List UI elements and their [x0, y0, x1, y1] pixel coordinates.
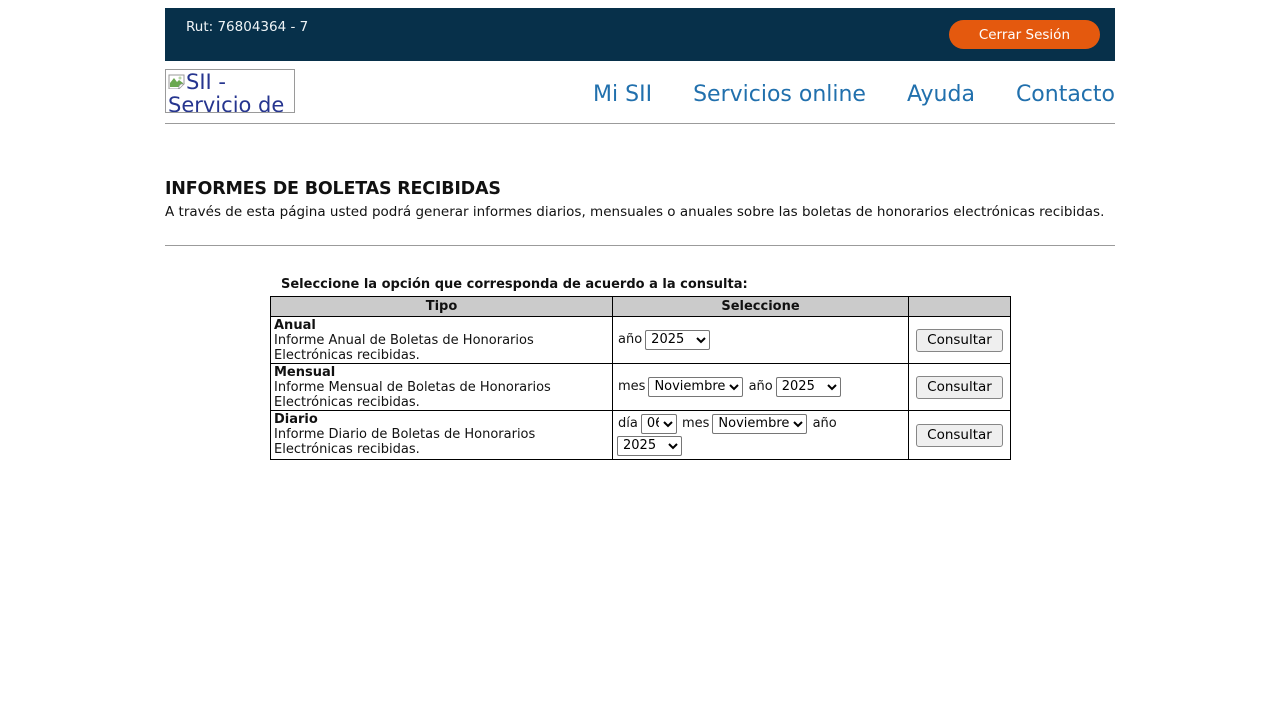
page-container	[165, 8, 1115, 460]
day-label: día	[618, 416, 638, 431]
report-type-label: Mensual	[274, 365, 336, 380]
broken-image-icon	[168, 74, 185, 89]
nav-link-mi-sii[interactable]: Mi SII	[593, 82, 653, 107]
main-nav	[593, 82, 1115, 107]
month-label: mes	[681, 416, 710, 431]
report-row-anual	[271, 317, 1011, 364]
table-header-row	[271, 297, 1011, 317]
day-select[interactable]	[641, 414, 677, 434]
session-topbar	[165, 8, 1115, 61]
page-description: A través de esta página usted podrá generar informes diarios, mensuales o anuales sobre las boletas de honorarios electrónicas recibidas.	[165, 204, 1105, 220]
month-label: mes	[618, 379, 646, 394]
report-type-label: Anual	[274, 318, 316, 333]
month-select[interactable]	[712, 414, 807, 434]
header-cell-actions	[909, 297, 1011, 317]
table-caption: Seleccione la opción que corresponda de acuerdo a la consulta:	[281, 277, 748, 292]
month-select[interactable]	[648, 377, 743, 397]
year-select[interactable]	[776, 377, 841, 397]
action-cell	[909, 364, 1011, 411]
nav-link-contacto[interactable]: Contacto	[1015, 82, 1115, 107]
report-type-description: Informe Mensual de Boletas de Honorarios Electrónicas recibidas.	[274, 380, 551, 410]
logo-alt-text: SII - Servicio de	[168, 70, 285, 113]
seleccione-cell	[613, 411, 909, 460]
action-cell	[909, 411, 1011, 460]
seleccione-cell	[613, 364, 909, 411]
year-label: año	[748, 379, 773, 394]
header-cell-tipo: Tipo	[271, 297, 613, 317]
report-row-diario	[271, 411, 1011, 460]
reports-table	[270, 296, 1011, 460]
consultar-button-mensual[interactable]: Consultar	[916, 376, 1003, 399]
header-cell-seleccione: Seleccione	[613, 297, 909, 317]
report-type-description: Informe Diario de Boletas de Honorarios Electrónicas recibidas.	[274, 427, 536, 457]
year-select[interactable]	[645, 330, 710, 350]
sii-logo-broken-image[interactable]	[165, 69, 295, 113]
rut-label: Rut: 76804364 - 7	[186, 19, 309, 35]
tipo-cell	[271, 317, 613, 364]
year-label: año	[812, 416, 837, 431]
header-divider	[165, 123, 1115, 124]
tipo-cell	[271, 411, 613, 460]
year-label: año	[618, 332, 643, 347]
nav-link-ayuda[interactable]: Ayuda	[906, 82, 975, 107]
page-title: INFORMES DE BOLETAS RECIBIDAS	[165, 179, 501, 199]
consultar-button-diario[interactable]: Consultar	[916, 424, 1003, 447]
action-cell	[909, 317, 1011, 364]
content-divider	[165, 245, 1115, 246]
consultar-button-anual[interactable]: Consultar	[916, 329, 1003, 352]
seleccione-cell	[613, 317, 909, 364]
tipo-cell	[271, 364, 613, 411]
report-type-description: Informe Anual de Boletas de Honorarios Electrónicas recibidas.	[274, 333, 534, 363]
report-type-label: Diario	[274, 412, 318, 427]
logout-button[interactable]: Cerrar Sesión	[949, 20, 1100, 49]
consulta-section	[270, 277, 1115, 460]
report-row-mensual	[271, 364, 1011, 411]
site-header	[165, 69, 1115, 113]
year-select[interactable]	[617, 436, 682, 456]
nav-link-servicios-online[interactable]: Servicios online	[693, 82, 866, 107]
